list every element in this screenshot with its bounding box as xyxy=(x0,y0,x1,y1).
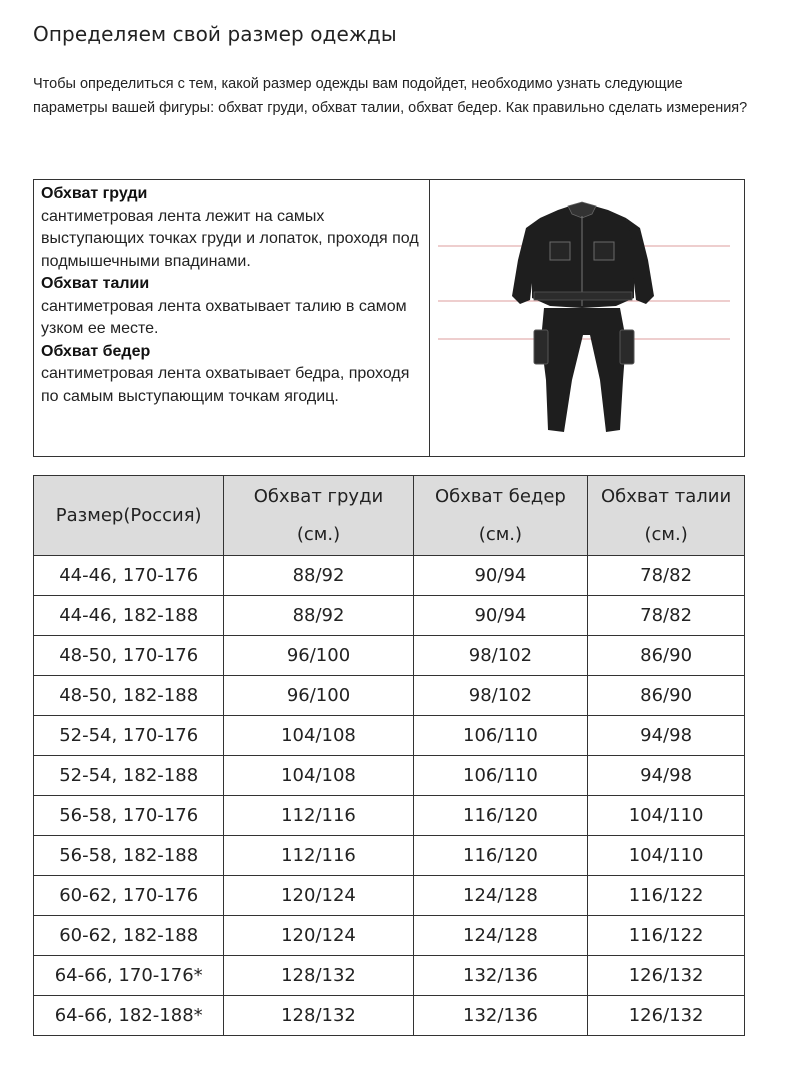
hips-cell: 106/110 xyxy=(413,756,588,796)
size-cell: 44-46, 170-176 xyxy=(34,556,224,596)
table-row xyxy=(34,596,745,636)
size-cell: 44-46, 182-188 xyxy=(34,596,224,636)
size-cell: 56-58, 170-176 xyxy=(34,796,224,836)
chest-cell: 112/116 xyxy=(224,836,413,876)
waist-cell: 126/132 xyxy=(588,956,745,996)
waist-cell: 126/132 xyxy=(588,996,745,1036)
waist-heading: Обхват талии xyxy=(41,275,150,292)
size-cell: 48-50, 182-188 xyxy=(34,676,224,716)
pants-shape xyxy=(541,308,626,432)
chest-cell: 120/124 xyxy=(224,876,413,916)
waist-cell: 104/110 xyxy=(588,796,745,836)
size-cell: 64-66, 182-188* xyxy=(34,996,224,1036)
table-row xyxy=(34,796,745,836)
size-cell: 56-58, 182-188 xyxy=(34,836,224,876)
hips-description: сантиметровая лента охватывает бедра, проходя по самым выступающим точкам ягодиц. xyxy=(41,365,410,405)
motorcycle-suit-icon xyxy=(430,180,744,456)
chest-cell: 128/132 xyxy=(224,956,413,996)
chest-cell: 96/100 xyxy=(224,636,413,676)
header-chest: Обхват груди (см.) xyxy=(224,476,413,556)
header-waist: Обхват талии (см.) xyxy=(588,476,745,556)
hips-cell: 98/102 xyxy=(413,636,588,676)
page-title: Определяем свой размер одежды xyxy=(33,22,397,46)
measurement-guide xyxy=(33,179,745,457)
hips-heading: Обхват бедер xyxy=(41,342,151,360)
table-row xyxy=(34,636,745,676)
table-row xyxy=(34,756,745,796)
header-hips: Обхват бедер (см.) xyxy=(413,476,588,556)
waist-cell: 94/98 xyxy=(588,716,745,756)
size-cell: 52-54, 182-188 xyxy=(34,756,224,796)
hips-cell: 124/128 xyxy=(413,916,588,956)
size-cell: 60-62, 182-188 xyxy=(34,916,224,956)
size-cell: 64-66, 170-176* xyxy=(34,956,224,996)
waist-cell: 86/90 xyxy=(588,636,745,676)
chest-cell: 88/92 xyxy=(224,556,413,596)
table-row xyxy=(34,996,745,1036)
hips-cell: 132/136 xyxy=(413,956,588,996)
hips-cell: 124/128 xyxy=(413,876,588,916)
chest-description: сантиметровая лента лежит на самых выступающих точках груди и лопаток, проходя под подмышечными впадинами. xyxy=(41,207,419,270)
intro-paragraph: Чтобы определиться с тем, какой размер одежды вам подойдет, необходимо узнать следующие параметры вашей фигуры: обхват груди, обхват талии, обхват бедер. Как правильно сделать измерения? xyxy=(33,76,748,116)
hips-cell: 90/94 xyxy=(413,556,588,596)
waist-cell: 104/110 xyxy=(588,836,745,876)
hips-cell: 116/120 xyxy=(413,796,588,836)
hips-cell: 106/110 xyxy=(413,716,588,756)
chest-cell: 96/100 xyxy=(224,676,413,716)
waist-cell: 78/82 xyxy=(588,556,745,596)
waist-cell: 116/122 xyxy=(588,876,745,916)
table-row xyxy=(34,956,745,996)
table-row xyxy=(34,556,745,596)
chest-cell: 112/116 xyxy=(224,796,413,836)
measurement-instructions xyxy=(34,180,430,456)
hips-cell: 98/102 xyxy=(413,676,588,716)
table-row xyxy=(34,836,745,876)
table-header-row xyxy=(34,476,745,556)
chest-cell: 128/132 xyxy=(224,996,413,1036)
size-cell: 48-50, 170-176 xyxy=(34,636,224,676)
table-row xyxy=(34,876,745,916)
chest-cell: 120/124 xyxy=(224,916,413,956)
size-table xyxy=(33,475,745,1036)
header-size: Размер(Россия) xyxy=(34,476,224,556)
waist-cell: 94/98 xyxy=(588,756,745,796)
hips-cell: 116/120 xyxy=(413,836,588,876)
suit-illustration xyxy=(430,180,744,456)
hips-cell: 90/94 xyxy=(413,596,588,636)
table-row xyxy=(34,916,745,956)
size-cell: 60-62, 170-176 xyxy=(34,876,224,916)
table-row xyxy=(34,716,745,756)
table-row xyxy=(34,676,745,716)
chest-cell: 88/92 xyxy=(224,596,413,636)
chest-heading: Обхват груди xyxy=(41,185,148,202)
waist-cell: 116/122 xyxy=(588,916,745,956)
waist-description: сантиметровая лента охватывает талию в самом узком ее месте. xyxy=(41,297,407,337)
waist-cell: 78/82 xyxy=(588,596,745,636)
size-cell: 52-54, 170-176 xyxy=(34,716,224,756)
waist-cell: 86/90 xyxy=(588,676,745,716)
chest-cell: 104/108 xyxy=(224,716,413,756)
hips-cell: 132/136 xyxy=(413,996,588,1036)
chest-cell: 104/108 xyxy=(224,756,413,796)
